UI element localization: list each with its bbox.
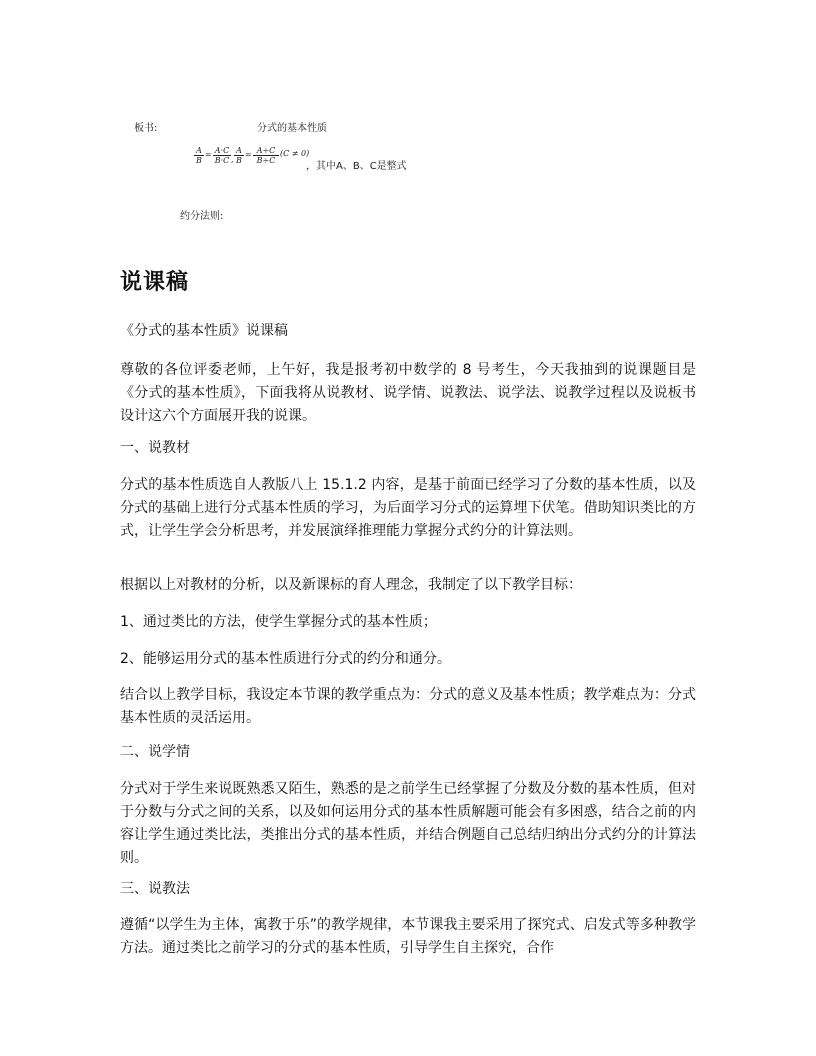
formula1-rhs-denominator: B·C [214,156,230,165]
formula1-lhs [194,146,204,165]
formula1-rhs-numerator: A·C [214,146,230,155]
goal-item-1: 1、通过类比的方法，使学生掌握分式的基本性质； [120,614,437,630]
page-title: 说课稿 [120,270,190,295]
board-title: 分式的基本性质 [257,123,327,134]
paragraph-goals-intro: 根据以上对教材的分析，以及新课标的育人理念，我制定了以下教学目标： [120,577,582,593]
paragraph-methods: 遵循“以学生为主体，寓教于乐”的教学规律，本节课我主要采用了探究式、启发式等多种教学方法。通过类比之前学习的分式的基本性质，引导学生自主探究，合作 [120,917,696,956]
paragraph-textbook: 分式的基本性质选自人教版八上 15.1.2 内容，是基于前面已经学习了分数的基本性质，以及分式的基础上进行分式基本性质的学习，为后面学习分式的运算埋下伏笔。借助知识类比的方式，让学生学会分析思考，并发展演绎推理能力掌握分式约分的计算法则。 [120,477,696,539]
section-heading-2: 二、说学情 [120,744,190,760]
formula1-lhs-numerator: A [194,146,204,156]
condition-note: ，其中A、B、C是整式 [306,161,407,172]
formula2-rhs [253,146,279,165]
paragraph-title: 《分式的基本性质》说课稿 [120,323,288,339]
formula-separator: , [231,155,234,164]
paragraph-intro: 尊敬的各位评委老师，上午好，我是报考初中数学的 8 号考生，今天我抽到的说课题目是《分式的基本性质》，下面我将从说教材、说学情、说教法、说学法、说教学过程以及说板书设计这六个方面展开我的说课。 [120,362,696,424]
formula1-lhs-denominator: B [196,156,202,165]
formula2-lhs-numerator: A [234,146,244,156]
formula2-rhs-denominator: B÷C [256,156,276,165]
formula2-condition: (C ≠ 0) [280,149,310,158]
board-label: 板书: [134,123,158,134]
formula2-rhs-numerator: A÷C [253,146,279,156]
formula2-lhs-denominator: B [236,156,242,165]
fraction-formulas [194,146,424,174]
formula2-lhs [234,146,244,165]
paragraph-focus: 结合以上教学目标，我设定本节课的教学重点为：分式的意义及基本性质；教学难点为：分式基本性质的灵活运用。 [120,687,696,726]
section-heading-3: 三、说教法 [120,881,190,897]
equals-sign: = [245,150,252,159]
rule-label: 约分法则: [180,211,224,222]
goal-item-2: 2、能够运用分式的基本性质进行分式的约分和通分。 [120,651,451,667]
equals-sign: = [205,150,212,159]
section-heading-1: 一、说教材 [120,440,190,456]
formula1-rhs [213,146,231,165]
paragraph-learners: 分式对于学生来说既熟悉又陌生，熟悉的是之前学生已经掌握了分数及分数的基本性质，但对于分数与分式之间的关系，以及如何运用分式的基本性质解题可能会有多困惑，结合之前的内容让学生通过类比法，类推出分式的基本性质，并结合例题自己总结归纳出分式约分的计算法则。 [120,781,696,866]
